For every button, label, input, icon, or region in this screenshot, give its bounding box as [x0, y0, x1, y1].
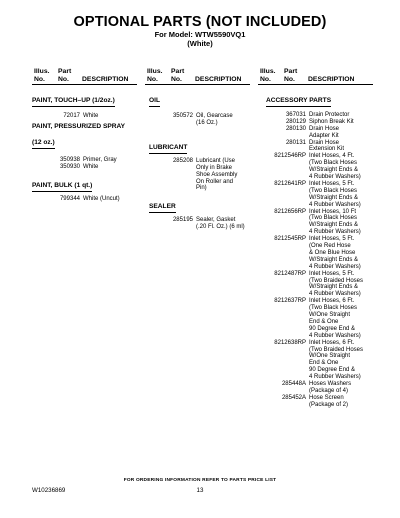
part-description-line: 4 Rubber Washers) [309, 174, 361, 181]
part-row [258, 381, 373, 395]
part-description-line: & One Blue Hose [309, 249, 356, 256]
part-description-line: 4 Rubber Washers) [309, 229, 361, 236]
section-title-paint-spray: PAINT, PRESSURIZED SPRAY [32, 122, 126, 130]
part-row [258, 395, 373, 409]
section-title-accessory: ACCESSORY PARTS [266, 97, 331, 107]
part-description-line: 90 Degree End & [309, 325, 356, 332]
part-number: 285452A [281, 394, 306, 401]
section-title-paint-bulk: PAINT, BULK (1 qt.) [32, 182, 92, 192]
part-description-line: Primer, Gray [83, 156, 117, 163]
variant-line: (White) [187, 39, 213, 48]
part-row [32, 157, 137, 164]
part-description-line: Oil, Gearcase [196, 113, 233, 119]
part-description-line: (Two Braided Hoses [309, 277, 364, 284]
part-description-line: Drain Protector [309, 112, 350, 118]
part-description-line: Sealer, Gasket [196, 217, 236, 224]
part-number: 280131 [285, 139, 306, 146]
part-description-line: Inlet Hoses, 5 Ft. [309, 270, 355, 277]
part-number: 72017 [63, 113, 80, 119]
part-description-line: Inlet Hoses, 6 Ft. [309, 339, 355, 346]
part-description-line: W/Straight Ends & [309, 167, 359, 174]
part-description-line: Drain Hose [309, 125, 340, 132]
part-number: 350572 [172, 113, 193, 119]
section-title-oil: OIL [149, 97, 160, 107]
column-header [32, 68, 137, 85]
column-2 [145, 68, 250, 231]
description-header: DESCRIPTION [195, 75, 242, 83]
part-number: 8212545RP [274, 236, 306, 243]
description-header: DESCRIPTION [82, 75, 129, 83]
part-description-line: 4 Rubber Washers) [309, 291, 361, 298]
part-row [258, 181, 373, 209]
section-title-lubricant: LUBRICANT [149, 144, 187, 154]
part-number: 799344 [59, 195, 80, 202]
part-description-line: Lubricant (Use [196, 157, 236, 164]
column-header [258, 68, 373, 85]
part-description-line: W/One Straight [309, 312, 351, 319]
part-number: 8212641RP [274, 180, 306, 187]
part-description-line: W/Straight Ends & [309, 194, 359, 201]
model-line: For Model: WTW5590VQ1 [154, 30, 246, 39]
part-description-line: W/Straight Ends & [309, 256, 359, 263]
part-description-line: (Package of 4) [309, 387, 349, 394]
part-description-line: Inlet Hoses, 4 Ft. [309, 153, 355, 160]
part-row [258, 112, 373, 119]
part-row [145, 217, 250, 231]
part-description-line: Hose Screen [309, 394, 344, 401]
part-description-line: End & One [309, 360, 339, 367]
section-title-sealer: SEALER [149, 203, 176, 213]
part-description-line: Inlet Hoses, 5 Ft. [309, 236, 355, 243]
part-description-line: (Two Braided Hoses [309, 346, 364, 353]
part-description-line: W/Straight Ends & [309, 222, 359, 229]
part-description-line: W/Straight Ends & [309, 284, 359, 291]
part-row [258, 298, 373, 339]
part-row [145, 113, 250, 127]
part-description-line: 4 Rubber Washers) [309, 263, 361, 270]
part-description-line: Shoe Assembly [196, 171, 238, 178]
part-number: 8212638RP [274, 339, 306, 346]
part-number: 367031 [285, 112, 306, 118]
part-row [258, 140, 373, 154]
section-title-paint-spray-2: (12 oz.) [32, 139, 55, 149]
part-number: 285208 [172, 157, 193, 164]
part-description-line: Pin) [196, 185, 207, 192]
part-row [258, 209, 373, 237]
part-description-line: Siphon Break Kit [309, 118, 354, 125]
part-description-line: 4 Rubber Washers) [309, 201, 361, 208]
part-description-line: (16 Oz.) [196, 119, 218, 126]
column-1 [32, 68, 137, 203]
page-number: 13 [196, 487, 204, 494]
part-header: Part No. [171, 68, 185, 83]
part-description-line: White [83, 163, 99, 170]
part-number: 8212637RP [274, 298, 306, 305]
part-description-line: Hoses Washers [309, 381, 352, 388]
part-header: Part No. [284, 68, 298, 83]
part-description-line: Drain Hose [309, 139, 340, 146]
part-number: 285195 [172, 217, 193, 224]
part-row [258, 271, 373, 299]
illus-header: Illus. No. [260, 68, 276, 83]
part-row [258, 119, 373, 126]
part-number: 280129 [285, 118, 306, 125]
part-header: Part No. [58, 68, 72, 83]
part-description-line: 4 Rubber Washers) [309, 332, 361, 339]
part-number: 285448A [281, 381, 306, 388]
part-description-line: W/One Straight [309, 353, 351, 360]
part-description-line: (Package of 2) [309, 401, 349, 408]
part-row [32, 164, 137, 171]
part-description-line: (.20 Fl. Oz.) (6 ml) [196, 224, 245, 231]
section-title-paint-touchup: PAINT, TOUCH–UP (1/2oz.) [32, 97, 115, 107]
part-description-line: (Two Black Hoses [309, 187, 358, 194]
page-title: OPTIONAL PARTS (NOT INCLUDED) [73, 14, 327, 30]
part-row [32, 196, 137, 203]
part-description-line: (Two Black Hoses [309, 305, 358, 312]
column-3 [258, 68, 373, 409]
part-description-line: Inlet Hoses, 10 Ft [309, 208, 357, 215]
part-description-line: White [83, 113, 99, 119]
part-description-line: Extension Kit [309, 146, 345, 153]
part-description-line: White (Uncut) [83, 195, 120, 202]
part-row [258, 340, 373, 381]
column-header [145, 68, 250, 85]
illus-header: Illus. No. [147, 68, 163, 83]
part-number: 8212487RP [274, 270, 306, 277]
part-description-line: 90 Degree End & [309, 367, 356, 374]
part-row [258, 153, 373, 181]
part-number: 280130 [285, 125, 306, 132]
part-description-line: End & One [309, 318, 339, 325]
part-description-line: Inlet Hoses, 5 Ft. [309, 180, 355, 187]
part-description-line: (Two Black Hoses [309, 160, 358, 167]
part-description-line: Only in Brake [196, 164, 233, 171]
part-row [258, 236, 373, 271]
part-description-line: On Roller and [196, 178, 234, 185]
part-number: 350930 [59, 163, 80, 170]
part-description-line: 4 Rubber Washers) [309, 374, 361, 381]
part-description-line: Inlet Hoses, 6 Ft. [309, 298, 355, 305]
part-number: 8212656RP [274, 208, 306, 215]
document-number: W10236869 [32, 487, 66, 494]
illus-header: Illus. No. [34, 68, 50, 83]
part-row [32, 113, 137, 120]
description-header: DESCRIPTION [308, 75, 355, 83]
part-number: 350938 [59, 156, 80, 163]
part-description-line: (One Red Hose [309, 243, 351, 250]
part-description-line: Adapter Kit [309, 132, 339, 139]
part-number: 8212546RP [274, 153, 306, 160]
footer-note: FOR ORDERING INFORMATION REFER TO PARTS PRICE LIST [123, 478, 277, 483]
part-row [145, 158, 250, 193]
part-row [258, 126, 373, 140]
part-description-line: (Two Black Hoses [309, 215, 358, 222]
